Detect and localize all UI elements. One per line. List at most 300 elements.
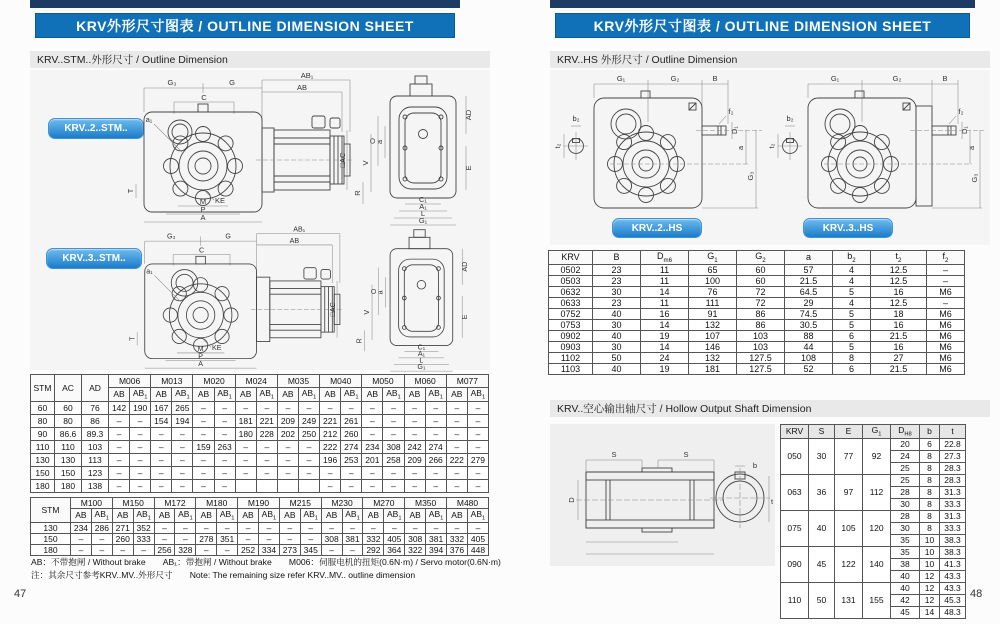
cell: 263 bbox=[214, 440, 235, 453]
cell: 351 bbox=[217, 533, 238, 544]
cell: 27.3 bbox=[940, 450, 966, 462]
cell: 258 bbox=[383, 453, 404, 466]
cell: 38.3 bbox=[940, 546, 966, 558]
cell: 88 bbox=[785, 330, 833, 341]
cell: – bbox=[256, 440, 277, 453]
cell: – bbox=[426, 522, 447, 533]
table-row bbox=[549, 308, 965, 319]
dim-label: G₃ bbox=[167, 232, 176, 241]
cell: – bbox=[425, 414, 446, 427]
cell: 86.6 bbox=[55, 427, 82, 440]
table-row bbox=[31, 466, 489, 479]
cell: 20 bbox=[891, 438, 920, 450]
motor-group-header: M150 bbox=[112, 498, 154, 509]
cell: – bbox=[130, 453, 151, 466]
table-row bbox=[549, 286, 965, 297]
cell: 33.3 bbox=[940, 522, 966, 534]
col-header: $G_1$ bbox=[863, 425, 891, 439]
cell: – bbox=[321, 544, 342, 555]
sub-header: AB bbox=[277, 388, 298, 402]
sub-header: AB bbox=[446, 388, 467, 402]
cell: 86 bbox=[82, 414, 109, 427]
cell: 394 bbox=[426, 544, 447, 555]
dim-label: M bbox=[197, 345, 204, 354]
cell: 130 bbox=[31, 453, 55, 466]
cell: 256 bbox=[154, 544, 175, 555]
cell: 31.3 bbox=[940, 486, 966, 498]
cell: – bbox=[467, 466, 488, 479]
cell: 252 bbox=[238, 544, 259, 555]
cell: 181 bbox=[689, 363, 737, 374]
cell: 250 bbox=[298, 427, 319, 440]
stm-dimension-table-2 bbox=[30, 497, 489, 556]
cell: 86 bbox=[737, 308, 785, 319]
sub-header: $AB_1$ bbox=[383, 388, 404, 402]
dim-label: A bbox=[200, 213, 206, 222]
sub-header: AB bbox=[154, 509, 175, 523]
cell: 60 bbox=[737, 264, 785, 275]
cell: – bbox=[172, 440, 193, 453]
cell: – bbox=[279, 533, 300, 544]
cell: 12 bbox=[920, 594, 940, 606]
table-row bbox=[549, 352, 965, 363]
cell: – bbox=[298, 466, 319, 479]
sub-header: $AB_1$ bbox=[217, 509, 238, 523]
table-row bbox=[781, 474, 966, 486]
cell: – bbox=[298, 440, 319, 453]
sub-header: $AB_1$ bbox=[214, 388, 235, 402]
cell: 180 bbox=[31, 479, 55, 492]
col-header: $b_2$ bbox=[833, 251, 871, 265]
cell: 0502 bbox=[549, 264, 593, 275]
cell: 41.3 bbox=[940, 558, 966, 570]
cell: – bbox=[446, 401, 467, 414]
cell: 40 bbox=[593, 308, 641, 319]
cell: 345 bbox=[300, 544, 321, 555]
sub-header: $AB_1$ bbox=[130, 388, 151, 402]
cell: – bbox=[320, 466, 341, 479]
cell: 4 bbox=[833, 264, 871, 275]
cell: 80 bbox=[55, 414, 82, 427]
cell: 4 bbox=[833, 275, 871, 286]
cell: 5 bbox=[833, 308, 871, 319]
motor-group-header: M180 bbox=[196, 498, 238, 509]
cell: M6 bbox=[927, 363, 965, 374]
cell: 131 bbox=[835, 582, 863, 618]
cell: 381 bbox=[426, 533, 447, 544]
cell: – bbox=[151, 427, 172, 440]
cell: 260 bbox=[341, 427, 362, 440]
cell: 60 bbox=[55, 401, 82, 414]
cell: 405 bbox=[467, 533, 488, 544]
dim-label: A₁ bbox=[417, 349, 425, 358]
cell: 0503 bbox=[549, 275, 593, 286]
cell: 8 bbox=[920, 474, 940, 486]
cell: 42 bbox=[891, 594, 920, 606]
cell: – bbox=[277, 440, 298, 453]
cell: 050 bbox=[781, 438, 809, 474]
cell: – bbox=[467, 401, 488, 414]
cell: – bbox=[467, 522, 488, 533]
sub-header: $AB_1$ bbox=[342, 509, 363, 523]
dim-label: t bbox=[770, 497, 774, 506]
cell: 35 bbox=[891, 546, 920, 558]
cell: 222 bbox=[446, 453, 467, 466]
cell: 12.5 bbox=[871, 275, 927, 286]
left-page-top-rule bbox=[30, 0, 460, 8]
hollow-shaft-section-header: KRV..空心输出轴尺寸 / Hollow Output Shaft Dimension bbox=[550, 400, 990, 417]
cell: – bbox=[446, 427, 467, 440]
cell: – bbox=[404, 414, 425, 427]
cell: – bbox=[467, 414, 488, 427]
cell: 40 bbox=[809, 510, 835, 546]
cell: – bbox=[235, 466, 256, 479]
cell: 234 bbox=[71, 522, 92, 533]
cell: 0753 bbox=[549, 319, 593, 330]
cell: M6 bbox=[927, 286, 965, 297]
cell: 265 bbox=[172, 401, 193, 414]
cell: 72 bbox=[737, 297, 785, 308]
krv2stm-outline-drawing bbox=[116, 72, 352, 224]
motor-group-header: M172 bbox=[154, 498, 196, 509]
cell: – bbox=[404, 479, 425, 492]
cell: 23 bbox=[593, 297, 641, 308]
cell: 154 bbox=[151, 414, 172, 427]
cell: 1102 bbox=[549, 352, 593, 363]
cell: 45 bbox=[891, 606, 920, 618]
cell: – bbox=[362, 401, 383, 414]
cell: – bbox=[193, 427, 214, 440]
col-header: b bbox=[920, 425, 940, 439]
cell: 60 bbox=[737, 275, 785, 286]
dim-label: G₁ bbox=[616, 74, 626, 83]
col-header: AD bbox=[82, 375, 109, 402]
dim-label: T bbox=[128, 336, 137, 341]
cell: – bbox=[214, 414, 235, 427]
dim-label: AD bbox=[460, 261, 469, 272]
cell: 190 bbox=[130, 401, 151, 414]
dim-label: G bbox=[229, 78, 235, 87]
cell: 44 bbox=[785, 341, 833, 352]
hs-dimension-table bbox=[548, 250, 965, 375]
cell: – bbox=[363, 522, 384, 533]
col-header: STM bbox=[31, 375, 55, 402]
cell: 376 bbox=[447, 544, 468, 555]
cell: 21.5 bbox=[871, 363, 927, 374]
cell: 6 bbox=[833, 330, 871, 341]
cell: 150 bbox=[31, 533, 71, 544]
cell: – bbox=[383, 479, 404, 492]
cell: – bbox=[193, 401, 214, 414]
dim-label: KE bbox=[214, 196, 226, 205]
cell: 127.5 bbox=[737, 363, 785, 374]
cell: 150 bbox=[31, 466, 55, 479]
motor-group-header: M050 bbox=[362, 375, 404, 388]
model-label-krv3hs: KRV..3..HS bbox=[803, 218, 893, 238]
cell: 28 bbox=[891, 486, 920, 498]
page-number-left: 47 bbox=[14, 588, 27, 600]
cell: 14 bbox=[641, 341, 689, 352]
cell: – bbox=[193, 466, 214, 479]
table-row bbox=[31, 544, 489, 555]
cell: 16 bbox=[871, 286, 927, 297]
cell: 11 bbox=[641, 297, 689, 308]
sub-header: AB bbox=[193, 388, 214, 402]
sub-header: $AB_1$ bbox=[298, 388, 319, 402]
cell: 8 bbox=[920, 510, 940, 522]
dim-label: G bbox=[225, 232, 231, 241]
dim-label: f₂ bbox=[958, 107, 964, 116]
cell: – bbox=[362, 466, 383, 479]
dim-label: AB bbox=[289, 237, 300, 246]
cell: 308 bbox=[405, 533, 426, 544]
dim-label: AB bbox=[296, 83, 308, 92]
cell: – bbox=[277, 466, 298, 479]
cell: – bbox=[130, 466, 151, 479]
cell: 286 bbox=[91, 522, 112, 533]
table-row bbox=[31, 427, 489, 440]
sub-header: AB bbox=[279, 509, 300, 523]
sub-header: AB bbox=[320, 388, 341, 402]
cell: 108 bbox=[785, 352, 833, 363]
cell: 103 bbox=[737, 341, 785, 352]
dim-label: E bbox=[464, 165, 473, 171]
dim-label: V bbox=[363, 309, 372, 315]
cell: 122 bbox=[835, 546, 863, 582]
cell: 113 bbox=[82, 453, 109, 466]
cell: – bbox=[425, 466, 446, 479]
cell: 364 bbox=[384, 544, 405, 555]
sub-header: AB bbox=[71, 509, 92, 523]
cell: 72 bbox=[737, 286, 785, 297]
cell: 12.5 bbox=[871, 264, 927, 275]
motor-group-header: M077 bbox=[446, 375, 488, 388]
cell: 253 bbox=[341, 453, 362, 466]
cell: 28 bbox=[891, 510, 920, 522]
cell: 107 bbox=[689, 330, 737, 341]
cell: 111 bbox=[689, 297, 737, 308]
right-page-top-rule bbox=[550, 0, 975, 8]
cell: 328 bbox=[175, 544, 196, 555]
sub-header: $AB_1$ bbox=[175, 509, 196, 523]
cell: – bbox=[235, 401, 256, 414]
cell: 202 bbox=[277, 427, 298, 440]
motor-group-header: M100 bbox=[71, 498, 113, 509]
table-row bbox=[31, 533, 489, 544]
cell: 123 bbox=[82, 466, 109, 479]
cell: 19 bbox=[641, 363, 689, 374]
col-header: E bbox=[835, 425, 863, 439]
col-header: $D_{H8}$ bbox=[891, 425, 920, 439]
cell: – bbox=[130, 479, 151, 492]
cell: 333 bbox=[133, 533, 154, 544]
cell: – bbox=[320, 479, 341, 492]
sub-header: AB bbox=[235, 388, 256, 402]
sub-header: AB bbox=[404, 388, 425, 402]
dim-label: O bbox=[368, 138, 377, 144]
dim-label: G₁ bbox=[417, 363, 426, 372]
cell: – bbox=[235, 440, 256, 453]
cell: 40 bbox=[593, 330, 641, 341]
cell: 23 bbox=[593, 275, 641, 286]
cell: – bbox=[214, 479, 235, 492]
col-header: $G_2$ bbox=[737, 251, 785, 265]
cell: 6 bbox=[920, 438, 940, 450]
model-label-krv2stm: KRV..2..STM.. bbox=[48, 118, 144, 139]
cell: 74.5 bbox=[785, 308, 833, 319]
dim-label: B bbox=[942, 74, 948, 83]
cell: 146 bbox=[689, 341, 737, 352]
cell: 196 bbox=[320, 453, 341, 466]
cell: – bbox=[298, 401, 319, 414]
cell: 103 bbox=[737, 330, 785, 341]
cell: 30 bbox=[593, 341, 641, 352]
dim-label: G₃ bbox=[746, 171, 755, 181]
cell: 16 bbox=[871, 341, 927, 352]
cell: 308 bbox=[321, 533, 342, 544]
cell: – bbox=[71, 533, 92, 544]
cell: – bbox=[300, 533, 321, 544]
cell: 27 bbox=[871, 352, 927, 363]
cell: – bbox=[71, 544, 92, 555]
motor-group-header: M024 bbox=[235, 375, 277, 388]
dim-label: b₂ bbox=[786, 114, 794, 123]
cell: – bbox=[342, 522, 363, 533]
cell: – bbox=[405, 522, 426, 533]
cell: 29 bbox=[785, 297, 833, 308]
dim-label: G₃ bbox=[970, 173, 979, 183]
cell: 91 bbox=[689, 308, 737, 319]
motor-group-header: M013 bbox=[151, 375, 193, 388]
right-page-title-banner: KRV外形尺寸图表 / OUTLINE DIMENSION SHEET bbox=[555, 13, 970, 38]
cell: 167 bbox=[151, 401, 172, 414]
cell: – bbox=[259, 522, 280, 533]
cell: – bbox=[172, 427, 193, 440]
cell bbox=[256, 479, 277, 492]
cell: – bbox=[109, 427, 130, 440]
cell: – bbox=[927, 275, 965, 286]
dim-label: L bbox=[419, 356, 424, 365]
dim-label: O bbox=[369, 288, 378, 295]
cell: 12 bbox=[920, 582, 940, 594]
dim-label: KE bbox=[212, 344, 222, 353]
cell: – bbox=[172, 453, 193, 466]
cell: – bbox=[927, 264, 965, 275]
sub-header: AB bbox=[321, 509, 342, 523]
cell: 43.3 bbox=[940, 582, 966, 594]
cell: – bbox=[193, 414, 214, 427]
cell: 30 bbox=[809, 438, 835, 474]
dim-label: T bbox=[126, 188, 135, 194]
cell: 332 bbox=[447, 533, 468, 544]
dim-label: D₁ bbox=[730, 126, 739, 134]
sub-header: $AB_1$ bbox=[133, 509, 154, 523]
table-row bbox=[31, 440, 489, 453]
cell: M6 bbox=[927, 341, 965, 352]
cell: 45 bbox=[809, 546, 835, 582]
dim-label: B bbox=[712, 74, 718, 83]
dim-label: L bbox=[420, 209, 426, 218]
cell: – bbox=[154, 522, 175, 533]
model-label-krv3stm: KRV..3..STM.. bbox=[46, 248, 142, 269]
cell: 5 bbox=[833, 341, 871, 352]
sub-header: $AB_1$ bbox=[256, 388, 277, 402]
cell: 21.5 bbox=[871, 330, 927, 341]
cell: 89.3 bbox=[82, 427, 109, 440]
cell: 180 bbox=[31, 544, 71, 555]
cell: 31.3 bbox=[940, 510, 966, 522]
cell: – bbox=[256, 453, 277, 466]
sub-header: AB bbox=[447, 509, 468, 523]
cell: 381 bbox=[342, 533, 363, 544]
dim-label: b₂ bbox=[572, 114, 580, 123]
motor-group-header: M350 bbox=[405, 498, 447, 509]
cell: 274 bbox=[425, 440, 446, 453]
cell: – bbox=[130, 440, 151, 453]
motor-group-header: M480 bbox=[447, 498, 489, 509]
cell: 0632 bbox=[549, 286, 593, 297]
krv3stm-outline-drawing bbox=[118, 226, 342, 370]
motor-group-header: M020 bbox=[193, 375, 235, 388]
col-header: a bbox=[785, 251, 833, 265]
cell: – bbox=[277, 401, 298, 414]
cell: 76 bbox=[689, 286, 737, 297]
cell: 92 bbox=[863, 438, 891, 474]
dim-label: f₂ bbox=[728, 107, 734, 116]
cell: 21.5 bbox=[785, 275, 833, 286]
cell: 100 bbox=[689, 275, 737, 286]
cell: 8 bbox=[920, 486, 940, 498]
cell: 30 bbox=[593, 286, 641, 297]
cell: 271 bbox=[112, 522, 133, 533]
dim-label: A₁ bbox=[419, 202, 427, 211]
cell: 12 bbox=[920, 570, 940, 582]
cell: 242 bbox=[404, 440, 425, 453]
cell: 0752 bbox=[549, 308, 593, 319]
cell: 212 bbox=[320, 427, 341, 440]
cell: – bbox=[404, 401, 425, 414]
cell: 266 bbox=[425, 453, 446, 466]
cell: 352 bbox=[133, 522, 154, 533]
sub-header: AB bbox=[363, 509, 384, 523]
cell: – bbox=[238, 533, 259, 544]
dim-label: G₂ bbox=[892, 74, 902, 83]
dim-label: P bbox=[200, 205, 206, 214]
cell: – bbox=[193, 453, 214, 466]
cell: – bbox=[467, 479, 488, 492]
dim-label: D₁ bbox=[960, 126, 969, 134]
motor-group-header: M040 bbox=[320, 375, 362, 388]
cell: – bbox=[321, 522, 342, 533]
sub-header: AB bbox=[362, 388, 383, 402]
cell: 274 bbox=[341, 440, 362, 453]
cell: 150 bbox=[55, 466, 82, 479]
cell: 132 bbox=[689, 352, 737, 363]
cell: 142 bbox=[109, 401, 130, 414]
table-row bbox=[31, 414, 489, 427]
cell: – bbox=[193, 479, 214, 492]
stm-dimension-table-1 bbox=[30, 374, 489, 493]
table-row bbox=[31, 453, 489, 466]
cell: M6 bbox=[927, 308, 965, 319]
cell: 260 bbox=[112, 533, 133, 544]
cell: – bbox=[238, 522, 259, 533]
page-number-right: 48 bbox=[970, 588, 983, 600]
hollow-shaft-drawing bbox=[550, 426, 775, 564]
cell: 0903 bbox=[549, 341, 593, 352]
cell: 322 bbox=[405, 544, 426, 555]
cell: 194 bbox=[172, 414, 193, 427]
